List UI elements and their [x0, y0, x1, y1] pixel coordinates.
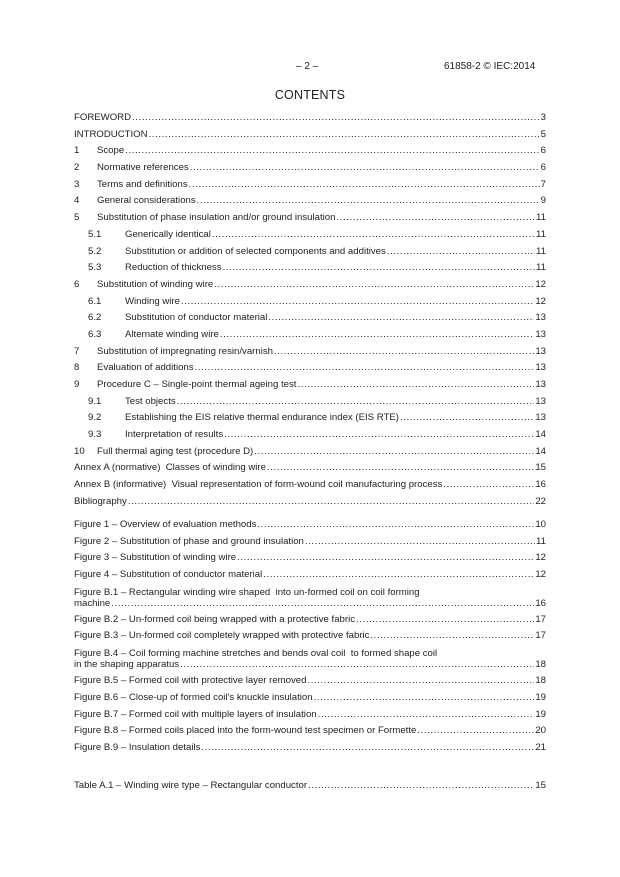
toc-entry-3[interactable] [74, 177, 546, 194]
leader-dots [132, 110, 540, 127]
figure-entry[interactable] [74, 628, 546, 645]
toc-entry-title: Evaluation of additions [97, 362, 194, 374]
toc-entry-6[interactable] [74, 277, 546, 294]
toc-entry-number: 9 [74, 379, 80, 390]
figure-entry-page: 12 [535, 552, 546, 564]
toc-entry-number: 5.1 [88, 228, 102, 240]
figure-entry-title: Figure B.2 – Un-formed coil being wrapped with a protective fabric [74, 613, 356, 625]
leader-dots [268, 310, 534, 327]
leader-dots [356, 612, 534, 629]
toc-entry-page: 13 [535, 362, 546, 374]
toc-entry-9-1[interactable] [74, 394, 546, 411]
toc-entry-number: 4 [74, 195, 80, 207]
toc-entry-number: 6.2 [88, 312, 102, 324]
toc-entry-page: 11 [536, 212, 546, 224]
toc-entry-number: 1 [74, 145, 80, 157]
figure-entry-title: Figure B.8 – Formed coils placed into the form-wound test specimen or Formette [74, 725, 417, 737]
figure-entry-title: Figure 2 – Substitution of phase and ground insulation [74, 535, 304, 547]
figure-entry-title: Figure B.6 – Close-up of formed coil's knuckle insulation [74, 691, 313, 703]
leader-dots [400, 410, 534, 427]
toc-entry-page: 22 [535, 495, 546, 507]
toc-entry-page: 14 [535, 429, 546, 441]
toc-entry-page: 13 [535, 328, 546, 340]
leader-dots [307, 673, 534, 690]
toc-entry-7[interactable] [74, 344, 546, 361]
toc-entry-title: Substitution of impregnating resin/varnish [97, 345, 273, 357]
toc-entry-5-2[interactable] [74, 244, 546, 261]
toc-entry-page: 12 [535, 295, 546, 307]
leader-dots [308, 778, 534, 795]
toc-entry-annex-a[interactable] [74, 460, 546, 477]
figure-entry[interactable] [74, 584, 546, 612]
figure-entry[interactable] [74, 645, 546, 673]
toc-entry-title: Annex A (normative) Classes of winding wire [74, 462, 266, 474]
leader-dots [223, 260, 536, 277]
toc-entry-title: Winding wire [125, 295, 180, 307]
leader-dots [201, 740, 534, 757]
figure-entry-page: 11 [536, 535, 546, 547]
figure-entry-title: Figure B.7 – Formed coil with multiple layers of insulation [74, 708, 317, 720]
figure-entry-title: Figure B.9 – Insulation details [74, 741, 201, 753]
toc-entry-1[interactable] [74, 143, 546, 160]
toc-entry-page: 9 [540, 195, 546, 207]
figure-entry-page: 20 [535, 725, 546, 737]
toc-entry-number: 9.3 [88, 429, 102, 441]
toc-entry-number: 6.1 [88, 295, 102, 307]
leader-dots [314, 690, 535, 707]
toc-entry-number: 8 [74, 362, 80, 374]
toc-entry-page: 11 [536, 228, 546, 240]
figure-entry[interactable] [74, 707, 546, 724]
toc-entry-page: 6 [540, 145, 546, 157]
leader-dots [254, 444, 534, 461]
figure-entry[interactable] [74, 740, 546, 757]
figure-entry-page: 19 [535, 708, 546, 720]
table-of-contents [74, 110, 546, 511]
leader-dots [387, 244, 535, 261]
figure-entry-title-continued: in the shaping apparatus [74, 659, 180, 671]
toc-entry-number: 6.3 [88, 328, 102, 340]
toc-entry-page: 14 [535, 445, 546, 457]
toc-entry-foreword[interactable] [74, 110, 546, 127]
leader-dots [189, 177, 540, 194]
leader-dots [220, 327, 534, 344]
figure-entry[interactable] [74, 723, 546, 740]
toc-entry-6-1[interactable] [74, 294, 546, 311]
toc-entry-page: 13 [535, 379, 546, 390]
leader-dots [257, 517, 534, 534]
toc-entry-page: 5 [540, 128, 546, 140]
leader-dots [297, 377, 534, 394]
leader-dots [190, 160, 540, 177]
toc-entry-number: 5.3 [88, 262, 102, 274]
list-of-tables [74, 778, 546, 795]
leader-dots [305, 534, 535, 551]
toc-entry-number: 9.2 [88, 412, 102, 424]
toc-entry-title: Substitution of winding wire [97, 278, 214, 290]
toc-entry-title: INTRODUCTION [74, 128, 148, 140]
toc-entry-page: 6 [540, 162, 546, 174]
toc-entry-page: 11 [536, 245, 546, 257]
toc-entry-6-3[interactable] [74, 327, 546, 344]
toc-entry-page: 16 [535, 479, 546, 491]
leader-dots [274, 344, 534, 361]
toc-entry-page: 13 [535, 345, 546, 357]
toc-entry-2[interactable] [74, 160, 546, 177]
leader-dots [318, 707, 535, 724]
toc-entry-8[interactable] [74, 360, 546, 377]
toc-entry-title: Substitution or addition of selected components and additives [125, 245, 386, 257]
toc-entry-title: Substitution of conductor material [125, 312, 268, 324]
toc-entry-title: General considerations [97, 195, 196, 207]
toc-entry-title: Procedure C – Single-point thermal ageing test [97, 379, 297, 390]
toc-entry-title: Scope [97, 145, 125, 157]
contents-title: CONTENTS [274, 88, 346, 102]
leader-dots [197, 193, 540, 210]
toc-entry-9-2[interactable] [74, 410, 546, 427]
toc-entry-title: Bibliography [74, 495, 127, 507]
toc-entry-9-3[interactable] [74, 427, 546, 444]
toc-entry-number: 9.1 [88, 395, 102, 407]
toc-entry-page: 12 [535, 278, 546, 290]
leader-dots [336, 210, 535, 227]
leader-dots [149, 127, 540, 144]
document-id: 61858-2 © IEC:2014 [444, 61, 536, 72]
figure-entry[interactable] [74, 567, 546, 584]
page-number: – 2 – [296, 61, 319, 72]
toc-entry-number: 5 [74, 212, 80, 224]
toc-entry-title: Generically identical [125, 228, 211, 240]
figure-entry-page: 12 [535, 569, 546, 581]
table-entry-title: Table A.1 – Winding wire type – Rectangular conductor [74, 780, 308, 791]
leader-dots [237, 550, 534, 567]
toc-entry-title: Annex B (informative) Visual representation of form-wound coil manufacturing process [74, 479, 443, 491]
leader-dots [128, 494, 535, 511]
figure-entry-title: Figure 4 – Substitution of conductor material [74, 569, 263, 581]
figure-entry-title: Figure B.4 – Coil forming machine stretches and bends oval coil to formed shape coil [74, 648, 438, 660]
toc-entry-9[interactable] [74, 377, 546, 394]
list-of-figures [74, 517, 546, 757]
leader-dots [177, 394, 535, 411]
figure-entry-page: 18 [535, 675, 546, 687]
leader-dots [263, 567, 534, 584]
figure-entry[interactable] [74, 690, 546, 707]
figure-entry-page: 21 [535, 741, 546, 753]
table-entry[interactable] [74, 778, 546, 795]
figure-entry-title: Figure B.5 – Formed coil with protective layer removed [74, 675, 307, 687]
toc-entry-introduction[interactable] [74, 127, 546, 144]
toc-entry-5-3[interactable] [74, 260, 546, 277]
toc-entry-page: 15 [535, 462, 546, 474]
leader-dots [111, 598, 534, 609]
figure-entry-title: Figure B.3 – Un-formed coil completely wrapped with protective fabric [74, 630, 370, 642]
toc-entry-page: 11 [536, 262, 546, 274]
figure-entry-title-continued: machine [74, 597, 111, 609]
figure-entry-page: 16 [535, 597, 546, 609]
leader-dots [417, 723, 534, 740]
toc-entry-number: 3 [74, 178, 80, 190]
toc-entry-title: Establishing the EIS relative thermal endurance index (EIS RTE) [125, 412, 399, 424]
figure-entry-page: 19 [535, 691, 546, 703]
toc-entry-number: 2 [74, 162, 80, 174]
toc-entry-number: 5.2 [88, 245, 102, 257]
leader-dots [214, 277, 534, 294]
leader-dots [370, 628, 534, 645]
leader-dots [267, 460, 534, 477]
toc-entry-title: Full thermal aging test (procedure D) [97, 445, 254, 457]
toc-entry-4[interactable] [74, 193, 546, 210]
table-entry-page: 15 [535, 780, 546, 791]
toc-entry-title: Alternate winding wire [125, 328, 219, 340]
leader-dots [180, 659, 534, 670]
toc-entry-page: 3 [540, 112, 546, 123]
figure-entry-page: 10 [535, 519, 546, 530]
toc-entry-number: 6 [74, 278, 80, 290]
toc-entry-6-2[interactable] [74, 310, 546, 327]
figure-entry[interactable] [74, 612, 546, 629]
leader-dots [181, 294, 534, 311]
toc-entry-title: FOREWORD [74, 112, 132, 123]
toc-entry-title: Reduction of thickness [125, 262, 222, 274]
figure-entry-title: Figure 3 – Substitution of winding wire [74, 552, 237, 564]
leader-dots [212, 227, 535, 244]
toc-entry-title: Substitution of phase insulation and/or ground insulation [97, 212, 336, 224]
leader-dots [443, 477, 534, 494]
figure-entry-page: 17 [535, 630, 546, 642]
toc-entry-5-1[interactable] [74, 227, 546, 244]
leader-dots [125, 143, 539, 160]
toc-entry-number: 7 [74, 345, 80, 357]
toc-entry-annex-b[interactable] [74, 477, 546, 494]
toc-entry-10[interactable] [74, 444, 546, 461]
toc-entry-number: 10 [74, 445, 85, 457]
figure-entry-title: Figure B.1 – Rectangular winding wire shaped into un-formed coil on coil forming [74, 586, 420, 598]
leader-dots [195, 360, 535, 377]
toc-entry-title: Terms and definitions [97, 178, 188, 190]
toc-entry-5[interactable] [74, 210, 546, 227]
toc-entry-page: 13 [535, 312, 546, 324]
toc-entry-page: 7 [540, 178, 546, 190]
figure-entry[interactable] [74, 517, 546, 534]
toc-entry-page: 13 [535, 395, 546, 407]
toc-entry-title: Test objects [125, 395, 176, 407]
figure-entry[interactable] [74, 534, 546, 551]
figure-entry[interactable] [74, 550, 546, 567]
leader-dots [224, 427, 534, 444]
toc-entry-title: Normative references [97, 162, 189, 174]
figure-entry-page: 17 [535, 613, 546, 625]
toc-entry-bibliography[interactable] [74, 494, 546, 511]
toc-entry-title: Interpretation of results [125, 429, 224, 441]
figure-entry-title: Figure 1 – Overview of evaluation methods [74, 519, 257, 530]
figure-entry[interactable] [74, 673, 546, 690]
figure-entry-page: 18 [535, 659, 546, 671]
toc-entry-page: 13 [535, 412, 546, 424]
